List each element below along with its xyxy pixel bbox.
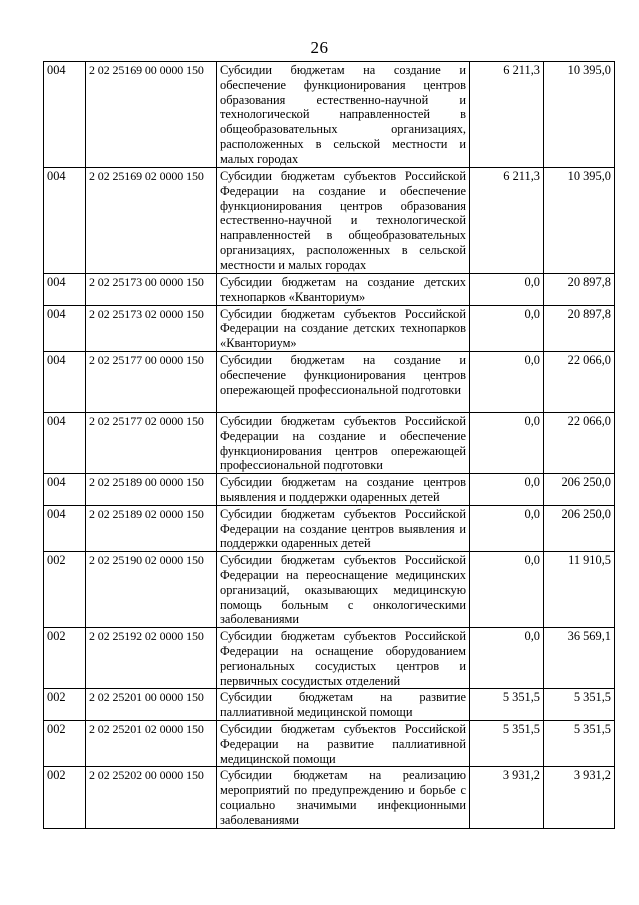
amount-year2-cell: 10 395,0 (544, 62, 615, 168)
amount-year2-cell: 11 910,5 (544, 552, 615, 628)
table-row (44, 168, 615, 274)
amount-year1-cell: 0,0 (470, 505, 544, 551)
admin-code-cell: 004 (44, 474, 86, 506)
amount-year2-cell: 3 931,2 (544, 767, 615, 828)
description-cell: Субсидии бюджетам на создание и обеспечение функционирования центров опережающей профессиональной подготовки (217, 351, 470, 412)
amount-year2-cell: 5 351,5 (544, 720, 615, 766)
admin-code-cell: 004 (44, 274, 86, 306)
budget-classification-code-cell: 2 02 25192 02 0000 150 (86, 628, 217, 689)
admin-code-cell: 002 (44, 689, 86, 721)
description-cell: Субсидии бюджетам субъектов Российской Федерации на создание и обеспечение функционирования центров образования естественно-научной и технологической направленностей в общеобразовательных организациях, расположенных в сельской местности и малых городах (217, 168, 470, 274)
amount-year1-cell: 6 211,3 (470, 62, 544, 168)
amount-year2-cell: 5 351,5 (544, 689, 615, 721)
budget-classification-code-cell: 2 02 25189 02 0000 150 (86, 505, 217, 551)
admin-code-cell: 004 (44, 168, 86, 274)
admin-code-cell: 004 (44, 351, 86, 412)
description-cell: Субсидии бюджетам на создание детских технопарков «Кванториум» (217, 274, 470, 306)
description-cell: Субсидии бюджетам субъектов Российской Федерации на переоснащение медицинских организаций, оказывающих медицинскую помощь больным с онкологическими заболеваниями (217, 552, 470, 628)
budget-classification-code-cell: 2 02 25202 00 0000 150 (86, 767, 217, 828)
description-cell: Субсидии бюджетам субъектов Российской Федерации на развитие паллиативной медицинской помощи (217, 720, 470, 766)
description-cell: Субсидии бюджетам субъектов Российской Федерации на создание центров выявления и поддержки одаренных детей (217, 505, 470, 551)
page-number: 26 (310, 38, 329, 57)
admin-code-cell: 002 (44, 767, 86, 828)
amount-year2-cell: 22 066,0 (544, 351, 615, 412)
budget-classification-code-cell: 2 02 25173 00 0000 150 (86, 274, 217, 306)
description-cell: Субсидии бюджетам на создание и обеспечение функционирования центров образования естественно-научной и технологической направленностей в общеобразовательных организациях, расположенных в сельской местности и малых городах (217, 62, 470, 168)
budget-classification-code-cell: 2 02 25169 02 0000 150 (86, 168, 217, 274)
description-cell: Субсидии бюджетам на создание центров выявления и поддержки одаренных детей (217, 474, 470, 506)
budget-classification-code-cell: 2 02 25201 00 0000 150 (86, 689, 217, 721)
admin-code-cell: 002 (44, 628, 86, 689)
admin-code-cell: 004 (44, 412, 86, 473)
table-row (44, 412, 615, 473)
amount-year2-cell: 20 897,8 (544, 305, 615, 351)
table-row (44, 474, 615, 506)
amount-year1-cell: 0,0 (470, 351, 544, 412)
admin-code-cell: 004 (44, 62, 86, 168)
budget-classification-code-cell: 2 02 25169 00 0000 150 (86, 62, 217, 168)
amount-year2-cell: 20 897,8 (544, 274, 615, 306)
table-row (44, 767, 615, 828)
table-row (44, 552, 615, 628)
budget-classification-code-cell: 2 02 25177 02 0000 150 (86, 412, 217, 473)
amount-year1-cell: 3 931,2 (470, 767, 544, 828)
admin-code-cell: 004 (44, 505, 86, 551)
admin-code-cell: 002 (44, 552, 86, 628)
admin-code-cell: 002 (44, 720, 86, 766)
budget-revenue-table (43, 61, 615, 829)
amount-year2-cell: 206 250,0 (544, 474, 615, 506)
amount-year1-cell: 0,0 (470, 274, 544, 306)
amount-year1-cell: 5 351,5 (470, 689, 544, 721)
amount-year2-cell: 10 395,0 (544, 168, 615, 274)
amount-year2-cell: 22 066,0 (544, 412, 615, 473)
description-cell: Субсидии бюджетам субъектов Российской Федерации на создание и обеспечение функционирования центров опережающей профессиональной подготовки (217, 412, 470, 473)
amount-year1-cell: 5 351,5 (470, 720, 544, 766)
description-cell: Субсидии бюджетам субъектов Российской Федерации на создание детских технопарков «Кванториум» (217, 305, 470, 351)
budget-classification-code-cell: 2 02 25189 00 0000 150 (86, 474, 217, 506)
amount-year2-cell: 36 569,1 (544, 628, 615, 689)
budget-classification-code-cell: 2 02 25177 00 0000 150 (86, 351, 217, 412)
amount-year1-cell: 0,0 (470, 628, 544, 689)
table-row (44, 351, 615, 412)
table-row (44, 505, 615, 551)
admin-code-cell: 004 (44, 305, 86, 351)
table-row (44, 62, 615, 168)
table-row (44, 628, 615, 689)
budget-classification-code-cell: 2 02 25173 02 0000 150 (86, 305, 217, 351)
description-cell: Субсидии бюджетам на реализацию мероприятий по предупреждению и борьбе с социально значимыми инфекционными заболеваниями (217, 767, 470, 828)
amount-year1-cell: 6 211,3 (470, 168, 544, 274)
amount-year1-cell: 0,0 (470, 552, 544, 628)
table-row (44, 305, 615, 351)
budget-classification-code-cell: 2 02 25201 02 0000 150 (86, 720, 217, 766)
table-row (44, 720, 615, 766)
amount-year1-cell: 0,0 (470, 474, 544, 506)
description-cell: Субсидии бюджетам субъектов Российской Федерации на оснащение оборудованием региональных сосудистых центров и первичных сосудистых отделений (217, 628, 470, 689)
amount-year2-cell: 206 250,0 (544, 505, 615, 551)
table-row (44, 274, 615, 306)
amount-year1-cell: 0,0 (470, 305, 544, 351)
table-row (44, 689, 615, 721)
description-cell: Субсидии бюджетам на развитие паллиативной медицинской помощи (217, 689, 470, 721)
budget-classification-code-cell: 2 02 25190 02 0000 150 (86, 552, 217, 628)
amount-year1-cell: 0,0 (470, 412, 544, 473)
